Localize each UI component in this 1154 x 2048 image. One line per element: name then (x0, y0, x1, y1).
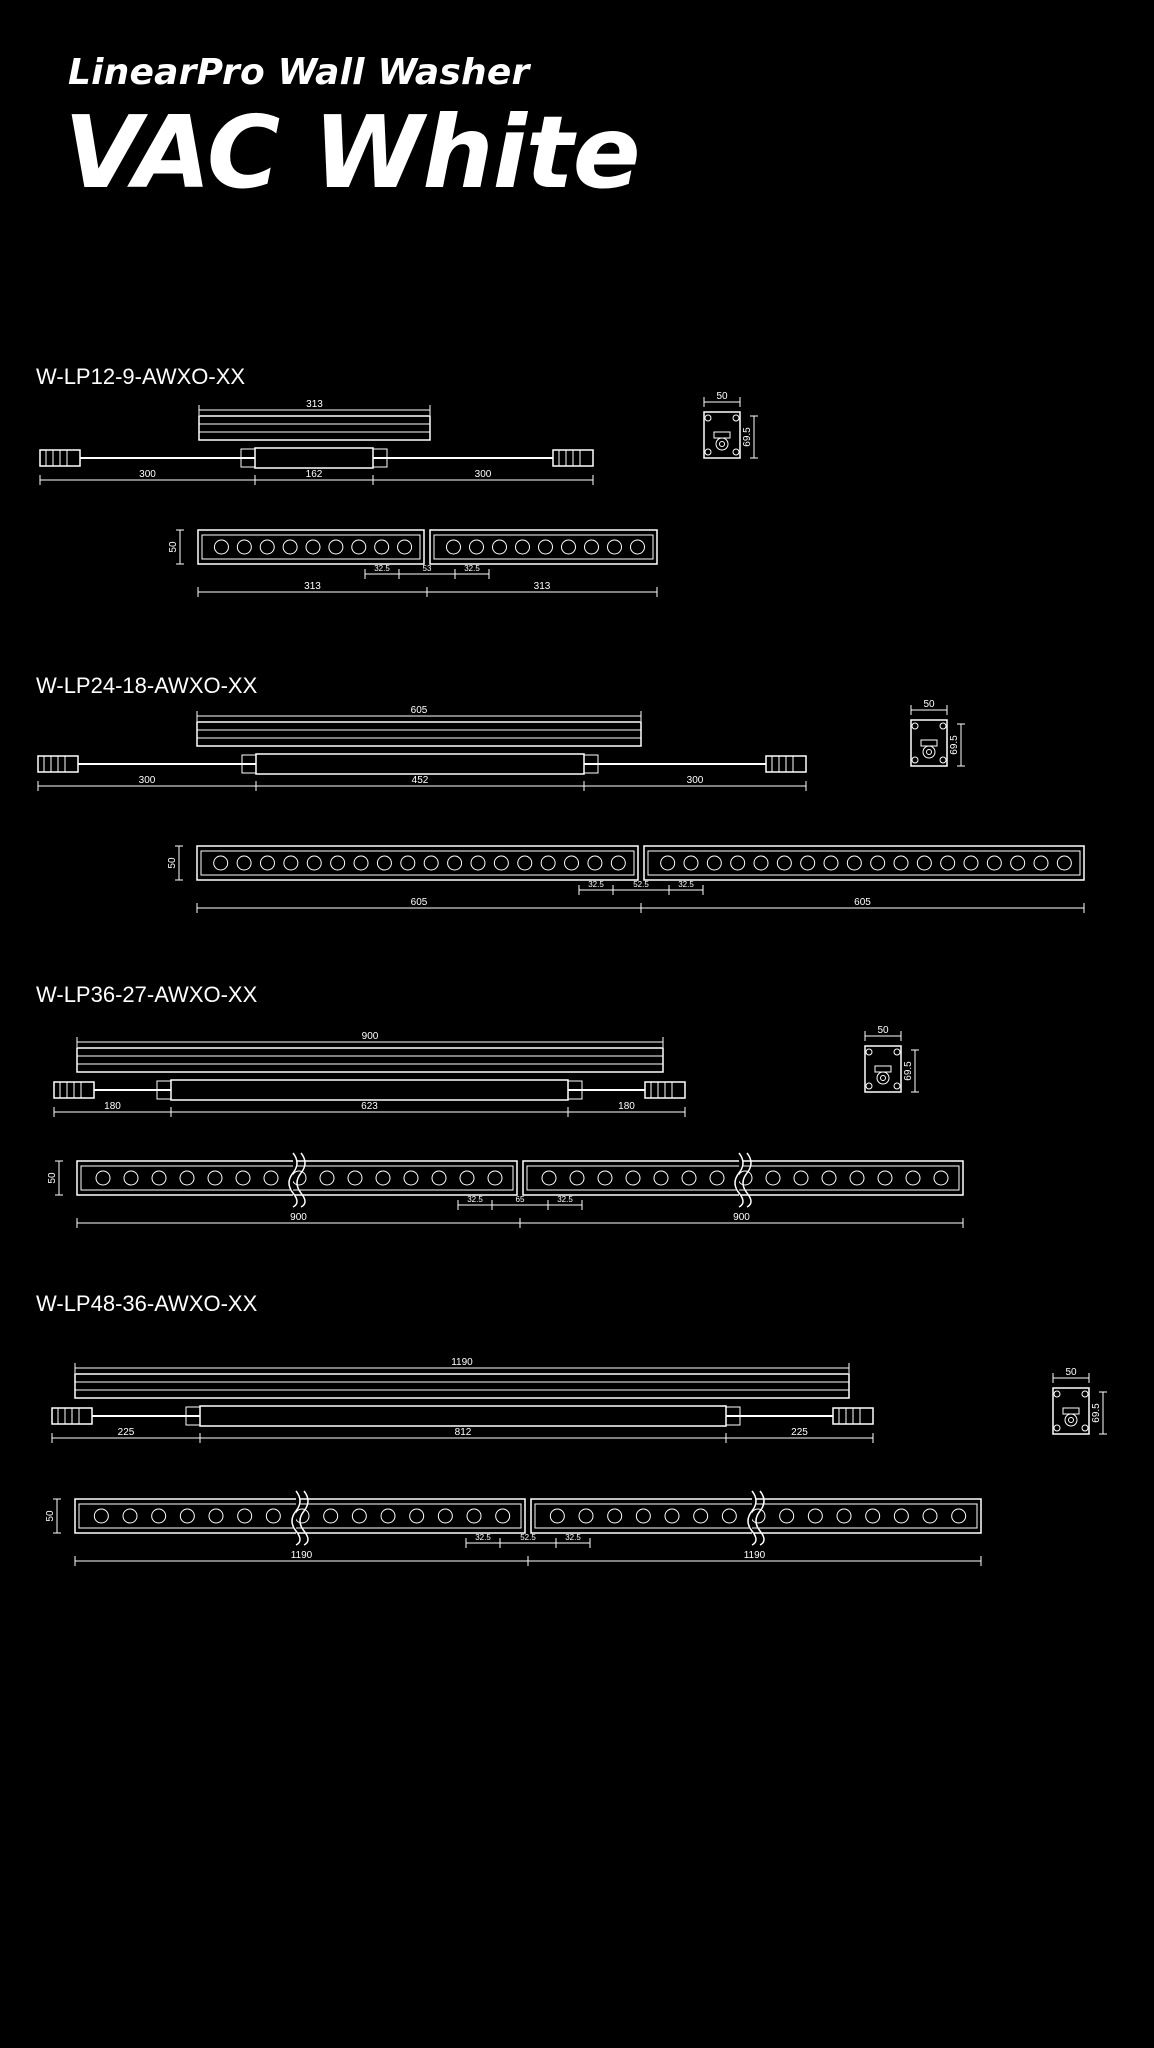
led-lens (471, 856, 485, 870)
led-lens (941, 856, 955, 870)
screw-hole (1054, 1391, 1060, 1397)
led-lens (542, 1171, 556, 1185)
led-lens (398, 540, 412, 554)
led-lens (866, 1509, 880, 1523)
led-lens (123, 1509, 137, 1523)
led-lens (541, 856, 555, 870)
led-lens (579, 1509, 593, 1523)
led-lens (964, 856, 978, 870)
led-lens (238, 1509, 252, 1523)
led-lens (684, 856, 698, 870)
mid-span-dim-label: 452 (411, 775, 429, 786)
gap-dim-label: 53 (422, 564, 432, 573)
led-lens (608, 1509, 622, 1523)
led-lens (565, 856, 579, 870)
led-lens (952, 1509, 966, 1523)
led-lens (375, 540, 389, 554)
led-lens (460, 1171, 474, 1185)
led-lens (850, 1171, 864, 1185)
led-lens (710, 1171, 724, 1185)
led-lens (794, 1171, 808, 1185)
screw-hole (733, 415, 739, 421)
segment-a-dim-label: 605 (410, 897, 428, 908)
led-lens (570, 1171, 584, 1185)
mount-nut (716, 438, 728, 450)
led-lens (808, 1509, 822, 1523)
led-lens (780, 1509, 794, 1523)
pitch-dim-b-label: 32.5 (464, 564, 480, 573)
led-lens (208, 1171, 222, 1185)
led-lens (837, 1509, 851, 1523)
led-lens (847, 856, 861, 870)
screw-hole (940, 757, 946, 763)
segment-a-dim-label: 313 (304, 581, 321, 592)
fixture-4 (45, 1357, 981, 1566)
led-lens (562, 540, 576, 554)
led-lens (180, 1509, 194, 1523)
screw-hole (894, 1049, 900, 1055)
led-lens (738, 1171, 752, 1185)
gap-dim-label: 52.5 (633, 880, 649, 889)
led-lens (410, 1509, 424, 1523)
led-lens (707, 856, 721, 870)
led-lens (894, 856, 908, 870)
bracket (714, 432, 730, 438)
led-lens (871, 856, 885, 870)
led-lens (722, 1509, 736, 1523)
height-dim-label: 50 (167, 857, 178, 869)
led-lens (354, 856, 368, 870)
end-view-outline (1053, 1388, 1089, 1434)
side-view-housing (197, 722, 641, 746)
led-lens (124, 1171, 138, 1185)
bracket (921, 740, 937, 746)
lens-window (201, 851, 634, 875)
end-width-dim-label: 50 (1065, 1367, 1077, 1378)
led-lens (987, 856, 1001, 870)
led-lens (661, 856, 675, 870)
led-lens (260, 540, 274, 554)
end-view-4 (1053, 1367, 1107, 1434)
end-view-outline (865, 1046, 901, 1092)
body-length-dim-label: 900 (361, 1031, 379, 1042)
led-lens (237, 540, 251, 554)
screw-hole (705, 449, 711, 455)
screw-hole (705, 415, 711, 421)
mounting-span (256, 754, 584, 774)
bracket (1063, 1408, 1079, 1414)
led-lens (237, 856, 251, 870)
end-depth-dim-label: 69.5 (1091, 1403, 1102, 1423)
led-lens (438, 1509, 452, 1523)
led-lens (209, 1509, 223, 1523)
led-lens (1034, 856, 1048, 870)
led-lens (295, 1509, 309, 1523)
page-title: VAC White (64, 94, 640, 211)
led-lens (432, 1171, 446, 1185)
pitch-dim-b-label: 32.5 (557, 1195, 573, 1204)
mount-nut (1065, 1414, 1077, 1426)
led-lens (598, 1171, 612, 1185)
led-lens (518, 856, 532, 870)
body-length-dim-label: 313 (306, 399, 323, 410)
led-lens (348, 1171, 362, 1185)
lead-left-dim-label: 300 (138, 775, 156, 786)
led-lens (180, 1171, 194, 1185)
led-lens (917, 856, 931, 870)
side-view-housing (75, 1374, 849, 1398)
model-label-1: W-LP12-9-AWXO-XX (36, 364, 246, 389)
end-depth-dim-label: 69.5 (949, 735, 960, 755)
mount-nut (923, 746, 935, 758)
led-lens (1057, 856, 1071, 870)
segment-a-dim-label: 1190 (290, 1550, 313, 1561)
lead-right-dim-label: 300 (686, 775, 704, 786)
lead-left-dim-label: 225 (117, 1427, 135, 1438)
led-lens (878, 1171, 892, 1185)
product-line-subtitle: LinearPro Wall Washer (68, 52, 530, 93)
led-lens (284, 856, 298, 870)
end-width-dim-label: 50 (716, 391, 728, 402)
end-depth-dim-label: 69.5 (742, 427, 753, 447)
mounting-span (255, 448, 373, 468)
led-lens (152, 1171, 166, 1185)
led-lens (751, 1509, 765, 1523)
pitch-dim-a-label: 32.5 (467, 1195, 483, 1204)
led-lens (923, 1509, 937, 1523)
led-lens (214, 540, 228, 554)
lead-right-dim-label: 225 (791, 1427, 808, 1438)
led-lens (694, 1509, 708, 1523)
screw-hole (1082, 1391, 1088, 1397)
screw-hole (866, 1049, 872, 1055)
pitch-dim-a-label: 32.5 (475, 1533, 491, 1542)
led-lens (352, 1509, 366, 1523)
screw-hole (1054, 1425, 1060, 1431)
led-lens (608, 540, 622, 554)
led-lens (516, 540, 530, 554)
height-dim-label: 50 (47, 1172, 58, 1184)
led-lens (654, 1171, 668, 1185)
lead-left-dim-label: 180 (104, 1101, 121, 1112)
end-view-2 (911, 699, 965, 766)
lead-left-dim-label: 300 (139, 469, 156, 480)
led-lens (682, 1171, 696, 1185)
screw-hole (1082, 1425, 1088, 1431)
mid-span-dim-label: 162 (305, 469, 323, 480)
screw-hole (912, 757, 918, 763)
led-lens (236, 1171, 250, 1185)
mounting-span (200, 1406, 726, 1426)
led-lens (329, 540, 343, 554)
led-lens (152, 1509, 166, 1523)
led-lens (894, 1509, 908, 1523)
led-lens (665, 1509, 679, 1523)
end-depth-dim-label: 69.5 (903, 1061, 914, 1081)
led-lens (801, 856, 815, 870)
lens-window (434, 535, 653, 559)
led-lens (470, 540, 484, 554)
height-dim-label: 50 (168, 541, 179, 553)
mount-nut-hole (1069, 1418, 1074, 1423)
mid-span-dim-label: 623 (361, 1101, 378, 1112)
mounting-span (171, 1080, 568, 1100)
lead-right-dim-label: 300 (474, 469, 492, 480)
led-lens (424, 856, 438, 870)
led-lens (401, 856, 415, 870)
led-lens (626, 1171, 640, 1185)
led-lens (352, 540, 366, 554)
end-view-outline (911, 720, 947, 766)
body-length-dim-label: 1190 (451, 1357, 473, 1368)
led-lens (96, 1171, 110, 1185)
model-label-4: W-LP48-36-AWXO-XX (36, 1291, 258, 1316)
end-width-dim-label: 50 (877, 1025, 889, 1036)
fixture-2 (38, 705, 1084, 913)
segment-b-dim-label: 900 (733, 1212, 750, 1223)
segment-b-dim-label: 313 (533, 581, 551, 592)
led-lens (731, 856, 745, 870)
mid-span-dim-label: 812 (454, 1427, 472, 1438)
pitch-dim-a-label: 32.5 (588, 880, 604, 889)
lens-window (648, 851, 1080, 875)
led-lens (292, 1171, 306, 1185)
mount-nut-hole (881, 1076, 886, 1081)
gap-dim-label: 65 (515, 1195, 525, 1204)
led-lens (94, 1509, 108, 1523)
segment-b-dim-label: 605 (854, 897, 871, 908)
pitch-dim-b-label: 32.5 (565, 1533, 581, 1542)
led-lens (331, 856, 345, 870)
led-lens (550, 1509, 564, 1523)
led-lens (636, 1509, 650, 1523)
led-lens (324, 1509, 338, 1523)
model-label-3: W-LP36-27-AWXO-XX (36, 982, 258, 1007)
segment-a-dim-label: 900 (290, 1212, 307, 1223)
led-lens (934, 1171, 948, 1185)
fixture-3 (47, 1031, 963, 1228)
led-lens (494, 856, 508, 870)
led-lens (777, 856, 791, 870)
lead-right-dim-label: 180 (618, 1101, 635, 1112)
gap-dim-label: 52.5 (520, 1533, 536, 1542)
led-lens (381, 1509, 395, 1523)
led-lens (448, 856, 462, 870)
screw-hole (940, 723, 946, 729)
led-lens (404, 1171, 418, 1185)
led-lens (585, 540, 599, 554)
led-lens (754, 856, 768, 870)
led-lens (283, 540, 297, 554)
fixture-1 (40, 399, 657, 597)
segment-b-dim-label: 1190 (743, 1550, 766, 1561)
screw-hole (866, 1083, 872, 1089)
led-lens (539, 540, 553, 554)
mount-nut (877, 1072, 889, 1084)
led-lens (307, 856, 321, 870)
led-lens (214, 856, 228, 870)
body-length-dim-label: 605 (410, 705, 428, 716)
pitch-dim-b-label: 32.5 (678, 880, 694, 889)
led-lens (264, 1171, 278, 1185)
end-width-dim-label: 50 (923, 699, 935, 710)
mount-nut-hole (720, 442, 725, 447)
led-lens (447, 540, 461, 554)
led-lens (266, 1509, 280, 1523)
led-lens (824, 856, 838, 870)
led-lens (631, 540, 645, 554)
led-lens (376, 1171, 390, 1185)
height-dim-label: 50 (45, 1510, 56, 1522)
led-lens (320, 1171, 334, 1185)
side-view-housing (77, 1048, 663, 1072)
end-view-1 (704, 391, 758, 458)
led-lens (611, 856, 625, 870)
end-view-3 (865, 1025, 919, 1092)
led-lens (306, 540, 320, 554)
led-lens (766, 1171, 780, 1185)
led-lens (488, 1171, 502, 1185)
end-view-outline (704, 412, 740, 458)
led-lens (906, 1171, 920, 1185)
led-lens (1011, 856, 1025, 870)
led-lens (822, 1171, 836, 1185)
screw-hole (894, 1083, 900, 1089)
led-lens (493, 540, 507, 554)
led-lens (496, 1509, 510, 1523)
screw-hole (733, 449, 739, 455)
lens-window (202, 535, 420, 559)
bracket (875, 1066, 891, 1072)
mount-nut-hole (927, 750, 932, 755)
led-lens (467, 1509, 481, 1523)
led-lens (377, 856, 391, 870)
model-label-2: W-LP24-18-AWXO-XX (36, 673, 258, 698)
led-lens (588, 856, 602, 870)
led-lens (260, 856, 274, 870)
screw-hole (912, 723, 918, 729)
side-view-housing (199, 416, 430, 440)
pitch-dim-a-label: 32.5 (374, 564, 390, 573)
